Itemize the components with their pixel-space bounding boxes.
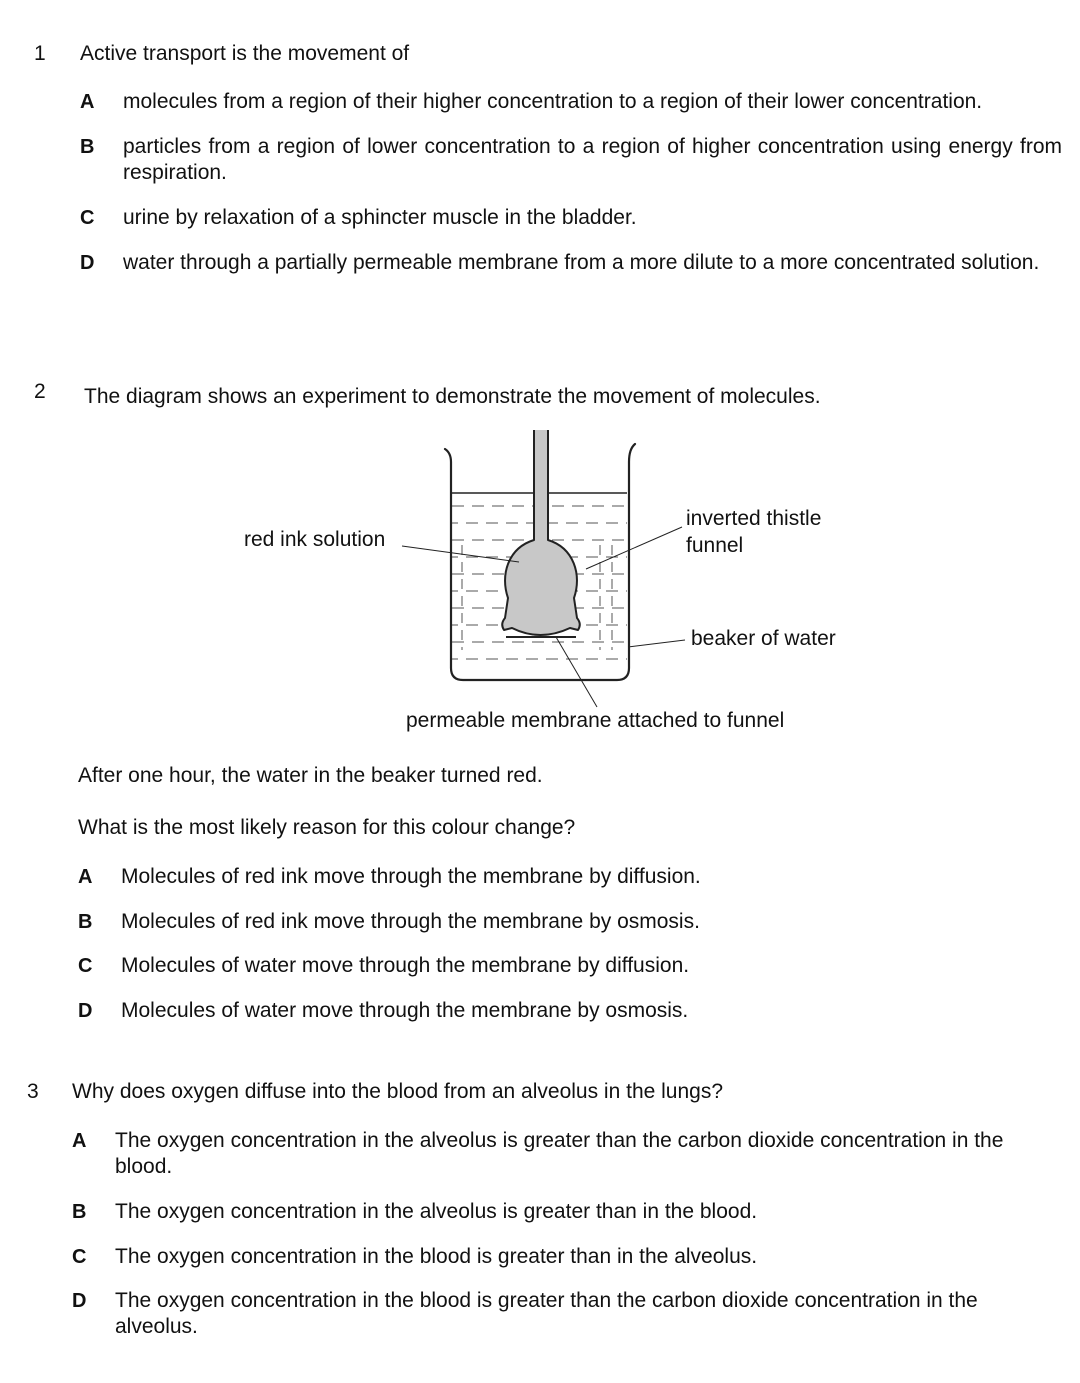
option-text-d[interactable]: water through a partially permeable membrane from a more dilute to a more concentrated solution. [123, 251, 1040, 274]
question-prompt: What is the most likely reason for this colour change? [78, 816, 576, 839]
option-text-d[interactable]: The oxygen concentration in the blood is greater than the carbon dioxide concentration in the alveolus. [115, 1289, 978, 1338]
after-text: After one hour, the water in the beaker turned red. [78, 764, 543, 787]
label-permeable-membrane: permeable membrane attached to funnel [406, 709, 785, 732]
option-letter-a[interactable]: A [80, 91, 95, 113]
leader-red-ink [402, 546, 519, 562]
option-text-b[interactable]: The oxygen concentration in the alveolus is greater than in the blood. [115, 1200, 758, 1223]
label-inverted-thistle: inverted thistle [686, 507, 822, 530]
option-letter-a[interactable]: A [78, 866, 93, 888]
leader-beaker [628, 640, 685, 647]
option-text-c[interactable]: urine by relaxation of a sphincter muscle in the bladder. [123, 206, 637, 229]
option-letter-b[interactable]: B [80, 136, 95, 158]
option-text-a[interactable]: molecules from a region of their higher concentration to a region of their lower concentration. [123, 90, 983, 113]
option-text-a[interactable]: Molecules of red ink move through the membrane by diffusion. [121, 865, 701, 888]
option-letter-b[interactable]: B [72, 1201, 87, 1223]
question-stem: Active transport is the movement of [80, 42, 410, 65]
label-beaker-of-water: beaker of water [691, 627, 836, 650]
question-number: 3 [27, 1080, 39, 1103]
option-text-a[interactable]: The oxygen concentration in the alveolus is greater than the carbon dioxide concentration in the blood. [115, 1129, 1004, 1178]
leader-membrane [556, 637, 597, 707]
question-stem: The diagram shows an experiment to demonstrate the movement of molecules. [84, 385, 821, 408]
option-text-c[interactable]: The oxygen concentration in the blood is greater than in the alveolus. [115, 1245, 758, 1268]
option-letter-c[interactable]: C [80, 207, 95, 229]
option-text-c[interactable]: Molecules of water move through the membrane by diffusion. [121, 954, 690, 977]
thistle-funnel [502, 430, 580, 635]
option-letter-c[interactable]: C [78, 955, 93, 977]
question-number: 1 [34, 42, 46, 65]
question-stem: Why does oxygen diffuse into the blood from an alveolus in the lungs? [72, 1080, 724, 1103]
option-text-b[interactable]: particles from a region of lower concentration to a region of higher concentration using energy from respiration. [123, 135, 1062, 184]
label-funnel: funnel [686, 534, 744, 557]
option-letter-d[interactable]: D [78, 1000, 93, 1022]
option-letter-c[interactable]: C [72, 1246, 87, 1268]
option-text-b[interactable]: Molecules of red ink move through the membrane by osmosis. [121, 910, 700, 933]
option-letter-b[interactable]: B [78, 911, 93, 933]
option-letter-a[interactable]: A [72, 1130, 87, 1152]
option-letter-d[interactable]: D [80, 252, 95, 274]
option-text-d[interactable]: Molecules of water move through the membrane by osmosis. [121, 999, 689, 1022]
option-letter-d[interactable]: D [72, 1290, 87, 1312]
question-number: 2 [34, 380, 46, 403]
label-red-ink-solution: red ink solution [244, 528, 386, 551]
